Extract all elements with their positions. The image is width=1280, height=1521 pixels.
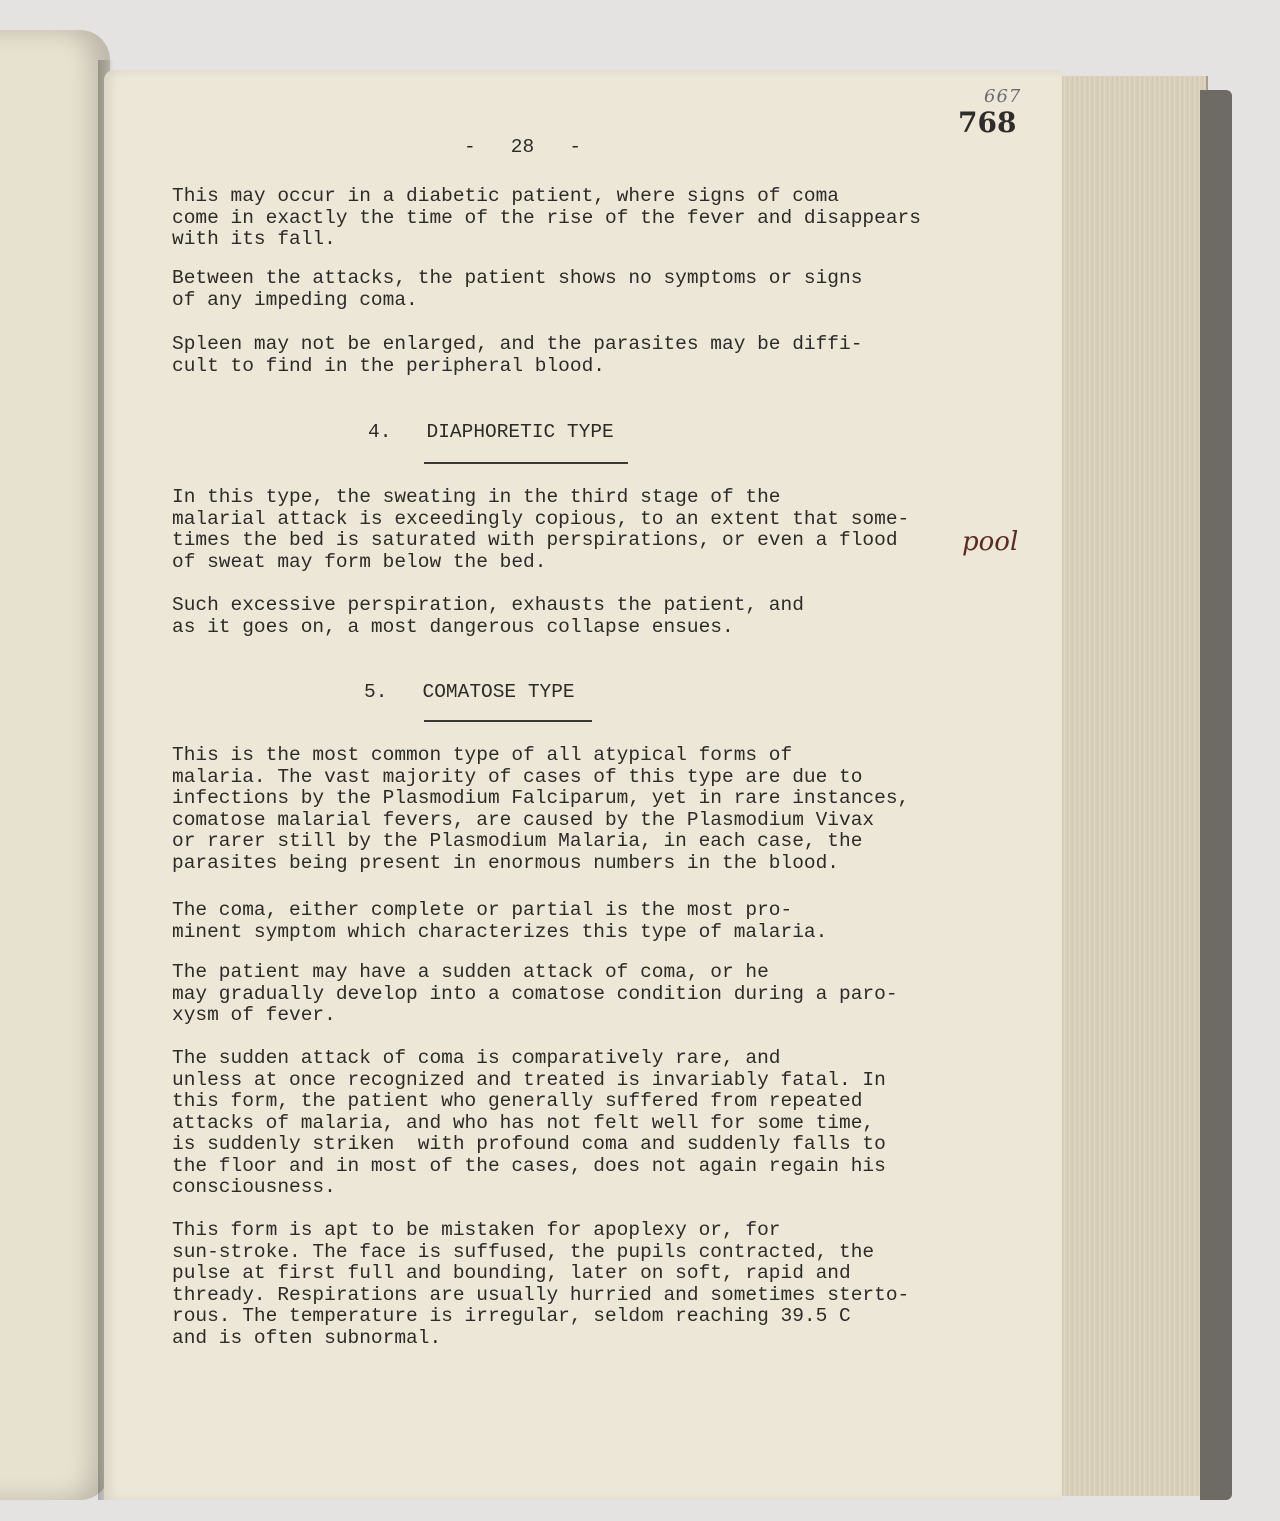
paragraph-1: This may occur in a diabetic patient, where signs of coma come in exactly the time of the rise of the fever and disappears with its fall. — [172, 185, 921, 250]
paragraph-9: The sudden attack of coma is comparatively rare, and unless at once recognized and treated is invariably fatal. In this form, the patient who generally suffered from repeated attacks of malaria, and who has not felt well for some time, is suddenly striken with profound coma and suddenly falls to the floor and in most of the cases, does not again regain his consciousness. — [172, 1047, 886, 1198]
book-cover-edge — [1200, 90, 1232, 1500]
heading-underline — [424, 720, 592, 722]
heading-underline — [424, 462, 628, 464]
handwritten-page-number: 667 — [984, 86, 1022, 107]
page-stack-edges — [1056, 76, 1208, 1496]
handwritten-correction: pool — [962, 527, 1019, 557]
section-heading-diaphoretic: 4. DIAPHORETIC TYPE — [368, 421, 614, 443]
left-page-edge — [0, 30, 110, 1500]
paragraph-3: Spleen may not be enlarged, and the parasites may be diffi- cult to find in the peripheral blood. — [172, 333, 863, 377]
paragraph-10: This form is apt to be mistaken for apoplexy or, for sun-stroke. The face is suffused, the pupils contracted, the pulse at first full and bounding, later on soft, rapid and thready. Respirations are usually hurried and sometimes sterto- rous. The temperature is irregular, seldom reaching 39.5 C and is often subnormal. — [172, 1219, 910, 1349]
stamped-page-number: 768 — [958, 106, 1017, 139]
paragraph-5: Such excessive perspiration, exhausts the patient, and as it goes on, a most dangerous collapse ensues. — [172, 594, 804, 638]
paragraph-8: The patient may have a sudden attack of coma, or he may gradually develop into a comatose condition during a paro- xysm of fever. — [172, 961, 898, 1026]
section-heading-comatose: 5. COMATOSE TYPE — [364, 681, 575, 703]
paragraph-7: The coma, either complete or partial is the most pro- minent symptom which characterizes this type of malaria. — [172, 899, 828, 943]
paragraph-2: Between the attacks, the patient shows no symptoms or signs of any impeding coma. — [172, 267, 863, 311]
paragraph-6: This is the most common type of all atypical forms of malaria. The vast majority of cases of this type are due to infections by the Plasmodium Falciparum, yet in rare instances, comatose malarial fevers, are caused by the Plasmodium Vivax or rarer still by the Plasmodium Malaria, in each case, the parasites being present in enormous numbers in the blood. — [172, 744, 910, 874]
page-number: - 28 - — [464, 136, 582, 158]
paragraph-4: In this type, the sweating in the third stage of the malarial attack is exceedingly copious, to an extent that some- times the bed is saturated with perspirations, or even a flood of sweat may form below the bed. — [172, 486, 910, 573]
